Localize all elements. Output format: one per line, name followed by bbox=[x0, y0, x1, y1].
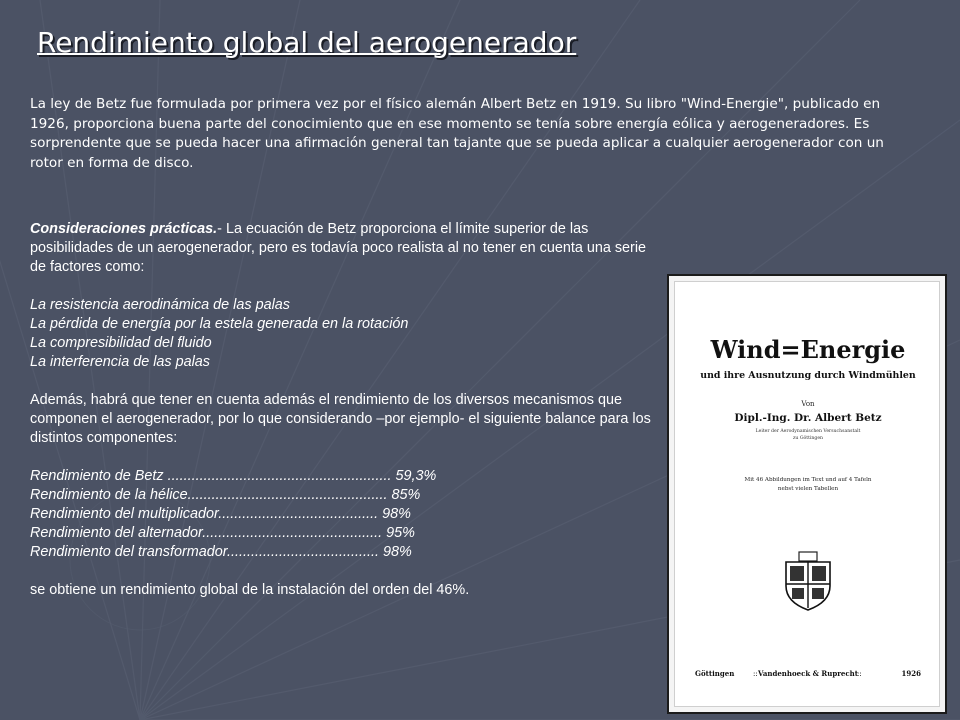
book-von: Von bbox=[801, 400, 815, 408]
svg-text:::: :: bbox=[857, 670, 862, 678]
factor-item: La pérdida de energía por la estela generada en la rotación bbox=[30, 316, 409, 332]
considerations-text: - La ecuación de Betz proporciona el límite superior de las posibilidades de un aerogenerador, pero es todavía poco realista al no tener en cuenta una serie de factores como: bbox=[30, 221, 647, 275]
mechanisms-paragraph: Además, habrá que tener en cuenta además el rendimiento de los diversos mecanismos que componen el aerogenerador, por lo que considerando –por ejemplo- el siguiente balance para los distintos componentes: bbox=[30, 392, 651, 446]
book-footer-year: 1926 bbox=[901, 669, 921, 678]
book-cover-image bbox=[667, 274, 947, 714]
book-title: Wind=Energie bbox=[710, 335, 906, 364]
considerations-lead: Consideraciones prácticas. bbox=[30, 221, 218, 237]
book-cover-art bbox=[675, 282, 941, 708]
book-footer-publisher: Vandenhoeck & Ruprecht bbox=[758, 669, 858, 678]
factor-item: La resistencia aerodinámica de las palas bbox=[30, 297, 290, 313]
efficiency-item: Rendimiento del transformador...................................... 98% bbox=[30, 544, 412, 560]
considerations-paragraph bbox=[30, 220, 665, 277]
factor-item: La interferencia de las palas bbox=[30, 354, 210, 370]
efficiency-item: Rendimiento de la hélice.................................................. 85% bbox=[30, 487, 421, 503]
intro-paragraph: La ley de Betz fue formulada por primera vez por el físico alemán Albert Betz en 1919. Su libro "Wind-Energie", publicado en 1926, proporciona buena parte del conocimiento que en ese momento se tenía sobre energía eólica y aerogeneradores. Es sorprendente que se pueda hacer una afirmación general tan tajante que se pueda aplicar a cualquier aerogenerador con un rotor en forma de disco. bbox=[30, 96, 884, 171]
considerations-section bbox=[30, 220, 665, 600]
efficiency-item: Rendimiento de Betz ........................................................ 59,3% bbox=[30, 468, 437, 484]
svg-text:::: :: bbox=[753, 670, 758, 678]
book-footer-place: Göttingen bbox=[695, 669, 735, 678]
book-author-note: zu Göttingen bbox=[792, 436, 824, 441]
page-title: Rendimiento global del aerogenerador bbox=[37, 26, 577, 59]
efficiency-item: Rendimiento del alternador............................................. 95% bbox=[30, 525, 415, 541]
book-author-note: Leiter der Aerodynamischen Versuchsanstalt bbox=[755, 429, 861, 434]
efficiency-item: Rendimiento del multiplicador........................................ 98% bbox=[30, 506, 411, 522]
publisher-emblem bbox=[786, 552, 830, 610]
conclusion-paragraph: se obtiene un rendimiento global de la instalación del orden del 46%. bbox=[30, 582, 470, 598]
book-illustrations: Mit 46 Abbildungen im Text und auf 4 Tafeln bbox=[744, 477, 872, 483]
factor-item: La compresibilidad del fluido bbox=[30, 335, 212, 351]
book-illustrations: nebst vielen Tabellen bbox=[777, 486, 839, 492]
book-subtitle: und ihre Ausnutzung durch Windmühlen bbox=[700, 370, 916, 381]
book-author: Dipl.-Ing. Dr. Albert Betz bbox=[734, 412, 882, 424]
